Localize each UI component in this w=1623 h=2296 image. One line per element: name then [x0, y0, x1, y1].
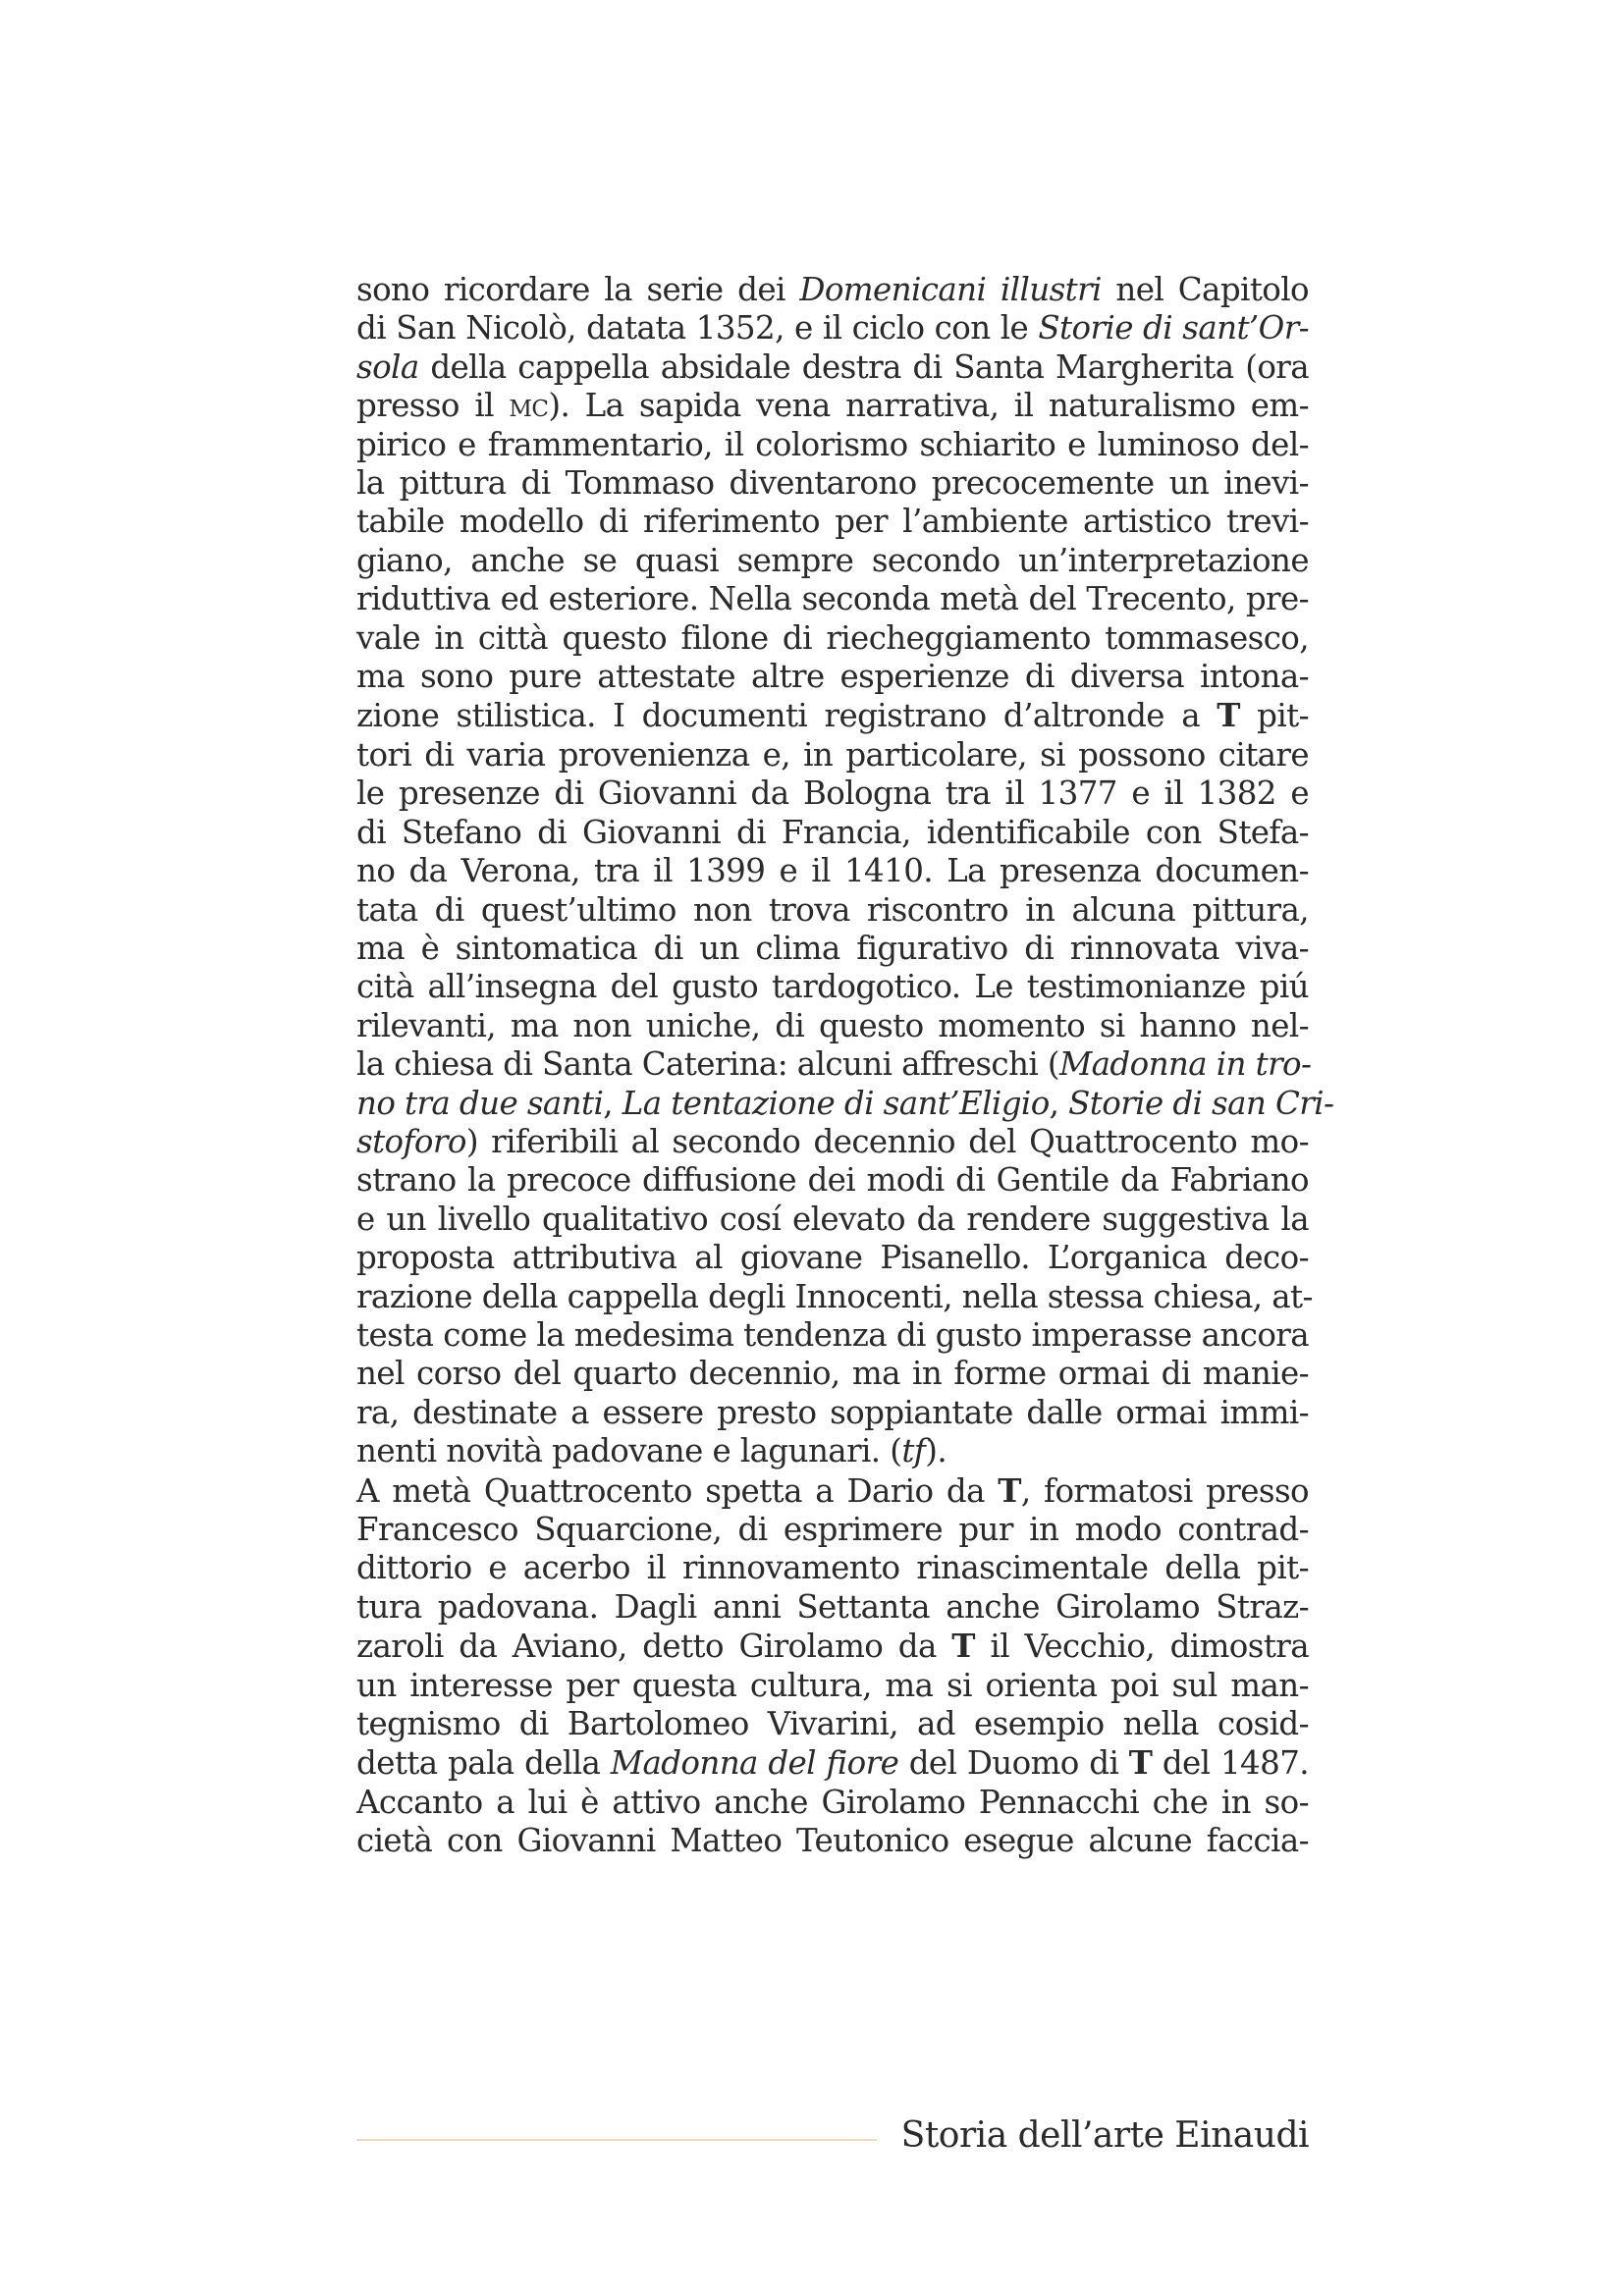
small-caps-text: mc: [509, 387, 549, 425]
footer-rule: [356, 2139, 877, 2141]
text-line: [356, 1549, 1309, 1587]
text-line: [356, 1511, 1309, 1549]
text-run: la chiesa di Santa Caterina: alcuni affreschi (: [356, 1045, 1059, 1084]
text-run: ra, destinate a essere presto soppiantate dalle ormai immi-: [356, 1393, 1309, 1431]
text-line: [356, 387, 1309, 425]
text-run: tata di quest’ultimo non trova riscontro in alcuna pittura,: [356, 890, 1309, 929]
italic-text: Madonna in tro-: [1058, 1045, 1312, 1084]
text-run: tabile modello di riferimento per l’ambiente artistico trevi-: [356, 503, 1309, 541]
text-run: zione stilistica. I documenti registrano d’altronde a: [356, 697, 1217, 735]
text-line: [356, 658, 1309, 696]
body-text: [356, 271, 1334, 1861]
text-run: ).: [925, 1432, 947, 1470]
text-run: tura padovana. Dagli anni Settanta anche Girolamo Straz-: [356, 1587, 1309, 1626]
text-run: vale in città questo filone di riecheggiamento tommasesco,: [356, 618, 1309, 657]
italic-text: no tra due santi: [356, 1084, 604, 1122]
text-line: [356, 891, 1309, 930]
text-line: [356, 968, 1309, 1006]
text-line: [356, 1316, 1309, 1355]
text-run: e un livello qualitativo cosí elevato da rendere suggestiva la: [356, 1200, 1309, 1238]
text-run: di Stefano di Giovanni di Francia, identificabile con Stefa-: [356, 813, 1309, 851]
text-run: A metà Quattrocento spetta a Dario da: [356, 1471, 999, 1510]
text-line: [356, 619, 1309, 658]
italic-text: Storie di san Cri-: [1068, 1084, 1334, 1122]
text-line: [356, 1588, 1309, 1627]
text-line: [356, 1239, 1309, 1277]
text-line: [356, 1123, 1309, 1161]
bold-initial: T: [1128, 1743, 1153, 1783]
text-line: [356, 814, 1309, 852]
italic-text: sola: [356, 347, 419, 386]
bold-initial: T: [1217, 696, 1240, 735]
text-run: presso il: [356, 387, 510, 425]
text-run: tori di varia provenienza e, in particolare, si possono citare: [356, 735, 1309, 774]
italic-text: tf: [901, 1432, 926, 1470]
text-run: ,: [1049, 1084, 1069, 1122]
text-run: la pittura di Tommaso diventarono precocemente un inevi-: [356, 464, 1309, 503]
text-run: nel Capitolo: [1101, 271, 1310, 308]
text-run: pit-: [1239, 697, 1309, 735]
text-run: le presenze di Giovanni da Bologna tra il 1377 e il 1382 e: [356, 774, 1309, 813]
text-line: [356, 1743, 1309, 1783]
text-line: [356, 1667, 1309, 1705]
text-line: [356, 1084, 1334, 1123]
text-line: [356, 774, 1309, 813]
text-run: cietà con Giovanni Matteo Teutonico esegue alcune faccia-: [356, 1822, 1309, 1860]
text-run: giano, anche se quasi sempre secondo un’interpretazione: [356, 541, 1309, 579]
text-run: nenti novità padovane e lagunari. (: [356, 1432, 902, 1470]
text-run: detta pala della: [356, 1744, 611, 1783]
text-run: cità all’insegna del gusto tardogotico. Le testimonianze piú: [356, 968, 1309, 1006]
text-line: [356, 503, 1309, 541]
text-line: [356, 1277, 1313, 1316]
text-run: il Vecchio, dimostra: [974, 1628, 1310, 1666]
text-line: [356, 696, 1309, 735]
text-line: [356, 348, 1309, 387]
text-run: strano la precoce diffusione dei modi di Gentile da Fabriano: [356, 1161, 1309, 1200]
text-line: [356, 1201, 1309, 1239]
text-run: di San Nicolò, datata 1352, e il ciclo con le: [356, 309, 1039, 347]
text-line: [356, 542, 1309, 580]
text-run: razione della cappella degli Innocenti, nella stessa chiesa, at-: [356, 1277, 1313, 1315]
text-run: dittorio e acerbo il rinnovamento rinascimentale della pit-: [356, 1549, 1309, 1587]
text-run: Francesco Squarcione, di esprimere pur in modo contrad-: [356, 1511, 1309, 1548]
text-line: [356, 736, 1309, 774]
footer-title: Storia dell’arte Einaudi: [900, 2115, 1309, 2156]
text-run: Accanto a lui è attivo anche Girolamo Pennacchi che in so-: [356, 1783, 1309, 1821]
text-run: ma è sintomatica di un clima figurativo di rinnovata viva-: [356, 929, 1309, 967]
text-run: ) riferibili al secondo decennio del Quattrocento mo-: [465, 1122, 1309, 1160]
text-run: del Duomo di: [898, 1744, 1129, 1783]
text-line: [356, 464, 1309, 503]
text-run: della cappella absidale destra di Santa Margherita (ora: [418, 347, 1309, 386]
text-line: [356, 852, 1309, 890]
text-run: pirico e frammentario, il colorismo schiarito e luminoso del-: [356, 425, 1309, 463]
text-line: [356, 1822, 1309, 1860]
text-line: [356, 930, 1309, 968]
italic-text: Domenicani illustri: [799, 271, 1102, 308]
text-run: sono ricordare la serie dei: [356, 271, 800, 308]
bold-initial: T: [998, 1470, 1021, 1510]
text-run: no da Verona, tra il 1399 e il 1410. La presenza documen-: [356, 852, 1309, 890]
text-run: del 1487.: [1152, 1744, 1309, 1783]
text-line: [356, 580, 1309, 618]
text-line: [356, 1432, 1309, 1470]
text-run: ). La sapida vena narrativa, il naturalismo em-: [548, 387, 1309, 425]
text-line: [356, 426, 1309, 464]
text-run: riduttiva ed esteriore. Nella seconda metà del Trecento, pre-: [356, 580, 1309, 618]
text-run: zaroli da Aviano, detto Girolamo da: [356, 1628, 952, 1666]
text-line: [356, 1705, 1309, 1743]
text-run: ma sono pure attestate altre esperienze di diversa intona-: [356, 658, 1309, 696]
text-line: [356, 309, 1309, 347]
text-run: nel corso del quarto decennio, ma in forme ormai di manie-: [356, 1355, 1309, 1393]
text-run: rilevanti, ma non uniche, di questo momento si hanno nel-: [356, 1006, 1309, 1044]
italic-text: Madonna del fiore: [610, 1744, 899, 1783]
text-line: [356, 1007, 1309, 1045]
text-run: , formatosi presso: [1020, 1471, 1309, 1510]
text-line: [356, 1355, 1309, 1393]
text-line: [356, 1784, 1309, 1822]
text-run: testa come la medesima tendenza di gusto imperasse ancora: [356, 1315, 1309, 1354]
italic-text: La tentazione di sant’Eligio: [622, 1084, 1050, 1122]
text-run: ,: [603, 1084, 622, 1122]
text-line: [356, 1161, 1309, 1200]
text-line: [356, 271, 1309, 309]
italic-text: stoforo: [356, 1122, 466, 1160]
text-line: [356, 1045, 1312, 1084]
text-line: [356, 1394, 1309, 1432]
text-run: tegnismo di Bartolomeo Vivarini, ad esempio nella cosid-: [356, 1705, 1309, 1743]
italic-text: Storie di sant’Or-: [1038, 309, 1310, 347]
bold-initial: T: [951, 1627, 975, 1666]
text-line: [356, 1627, 1309, 1666]
text-line: [356, 1471, 1309, 1511]
text-run: proposta attributiva al giovane Pisanello. L’organica deco-: [356, 1239, 1309, 1277]
text-run: un interesse per questa cultura, ma si orienta poi sul man-: [356, 1666, 1309, 1704]
